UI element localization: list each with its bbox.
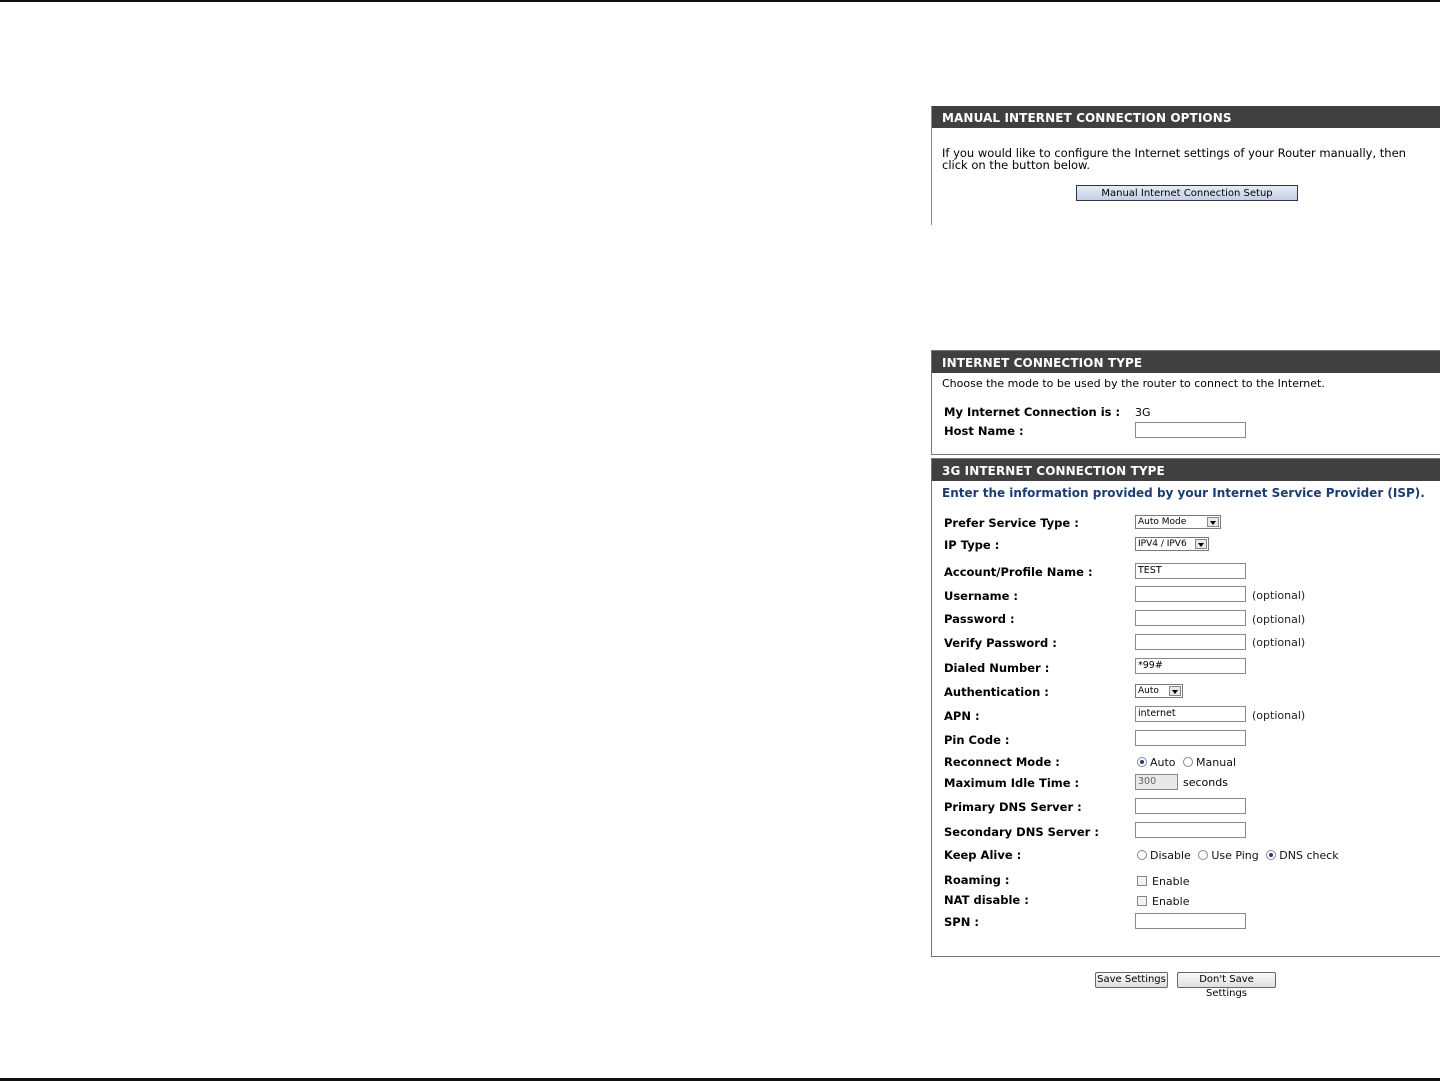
chevron-down-icon [1169,686,1181,696]
connection-type-description: Choose the mode to be used by the router to connect to the Internet. [942,377,1325,390]
chevron-down-icon [1195,539,1207,549]
keep-alive-disable-radio[interactable] [1137,850,1147,860]
manual-options-panel [931,106,1440,225]
isp-instruction: Enter the information provided by your Internet Service Provider (ISP). [942,486,1425,500]
my-connection-value: 3G [1135,406,1151,419]
dialed-number-input[interactable]: *99# [1135,658,1246,674]
threeg-connection-panel [931,458,1440,957]
max-idle-time-unit: seconds [1183,776,1228,789]
prefer-service-type-select[interactable] [1135,515,1221,529]
reconnect-manual-radio[interactable] [1183,757,1193,767]
primary-dns-label: Primary DNS Server : [944,800,1082,814]
verify-password-optional-hint: (optional) [1252,636,1306,649]
verify-password-label: Verify Password : [944,636,1057,650]
keep-alive-dns-check-radio[interactable] [1266,850,1276,860]
roaming-group [1137,875,1193,888]
nat-disable-label: NAT disable : [944,893,1029,907]
reconnect-auto-radio[interactable] [1137,757,1147,767]
reconnect-mode-group [1137,756,1240,769]
nat-disable-group [1137,895,1193,908]
nat-disable-enable-label: Enable [1152,895,1190,908]
username-input[interactable] [1135,586,1246,602]
prefer-service-type-value: Auto Mode [1138,517,1187,527]
roaming-checkbox[interactable] [1137,876,1147,886]
save-settings-button[interactable]: Save Settings [1095,972,1168,988]
connection-type-header: INTERNET CONNECTION TYPE [932,351,1440,373]
keep-alive-disable-label: Disable [1150,849,1191,862]
keep-alive-use-ping-label: Use Ping [1211,849,1259,862]
apn-label: APN : [944,709,980,723]
roaming-label: Roaming : [944,873,1010,887]
password-input[interactable] [1135,610,1246,626]
keep-alive-dns-check-label: DNS check [1279,849,1339,862]
account-profile-input[interactable]: TEST [1135,563,1246,579]
password-label: Password : [944,612,1015,626]
password-optional-hint: (optional) [1252,613,1306,626]
primary-dns-input[interactable] [1135,798,1246,814]
spn-input[interactable] [1135,913,1246,929]
keep-alive-label: Keep Alive : [944,848,1022,862]
host-name-label: Host Name : [944,424,1024,438]
verify-password-input[interactable] [1135,634,1246,650]
max-idle-time-label: Maximum Idle Time : [944,776,1080,790]
dont-save-settings-button[interactable]: Don't Save Settings [1177,972,1276,988]
account-profile-label: Account/Profile Name : [944,565,1093,579]
apn-input[interactable]: internet [1135,706,1246,722]
chevron-down-icon [1207,517,1219,527]
threeg-header: 3G INTERNET CONNECTION TYPE [932,459,1440,481]
spn-label: SPN : [944,915,979,929]
max-idle-time-input[interactable]: 300 [1135,774,1178,790]
manual-options-header: MANUAL INTERNET CONNECTION OPTIONS [932,106,1440,128]
username-optional-hint: (optional) [1252,589,1306,602]
authentication-value: Auto [1138,686,1159,696]
authentication-label: Authentication : [944,685,1049,699]
connection-type-panel [931,350,1440,455]
apn-optional-hint: (optional) [1252,709,1306,722]
reconnect-mode-label: Reconnect Mode : [944,755,1060,769]
keep-alive-use-ping-radio[interactable] [1198,850,1208,860]
authentication-select[interactable] [1135,684,1183,698]
prefer-service-type-label: Prefer Service Type : [944,516,1079,530]
roaming-enable-label: Enable [1152,875,1190,888]
username-label: Username : [944,589,1018,603]
manual-options-description: If you would like to configure the Internet settings of your Router manually, then click on the button below. [942,146,1406,172]
reconnect-auto-label: Auto [1150,756,1176,769]
ip-type-select[interactable] [1135,537,1209,551]
keep-alive-group [1137,849,1343,862]
reconnect-manual-label: Manual [1196,756,1237,769]
ip-type-label: IP Type : [944,538,1000,552]
ip-type-value: IPV4 / IPV6 [1138,539,1187,549]
secondary-dns-input[interactable] [1135,822,1246,838]
secondary-dns-label: Secondary DNS Server : [944,825,1099,839]
host-name-input[interactable] [1135,422,1246,438]
pin-code-label: Pin Code : [944,733,1010,747]
pin-code-input[interactable] [1135,730,1246,746]
dialed-number-label: Dialed Number : [944,661,1050,675]
manual-connection-setup-button[interactable]: Manual Internet Connection Setup [1076,185,1298,201]
nat-disable-checkbox[interactable] [1137,896,1147,906]
top-rule [0,0,1440,2]
my-connection-label: My Internet Connection is : [944,405,1121,419]
